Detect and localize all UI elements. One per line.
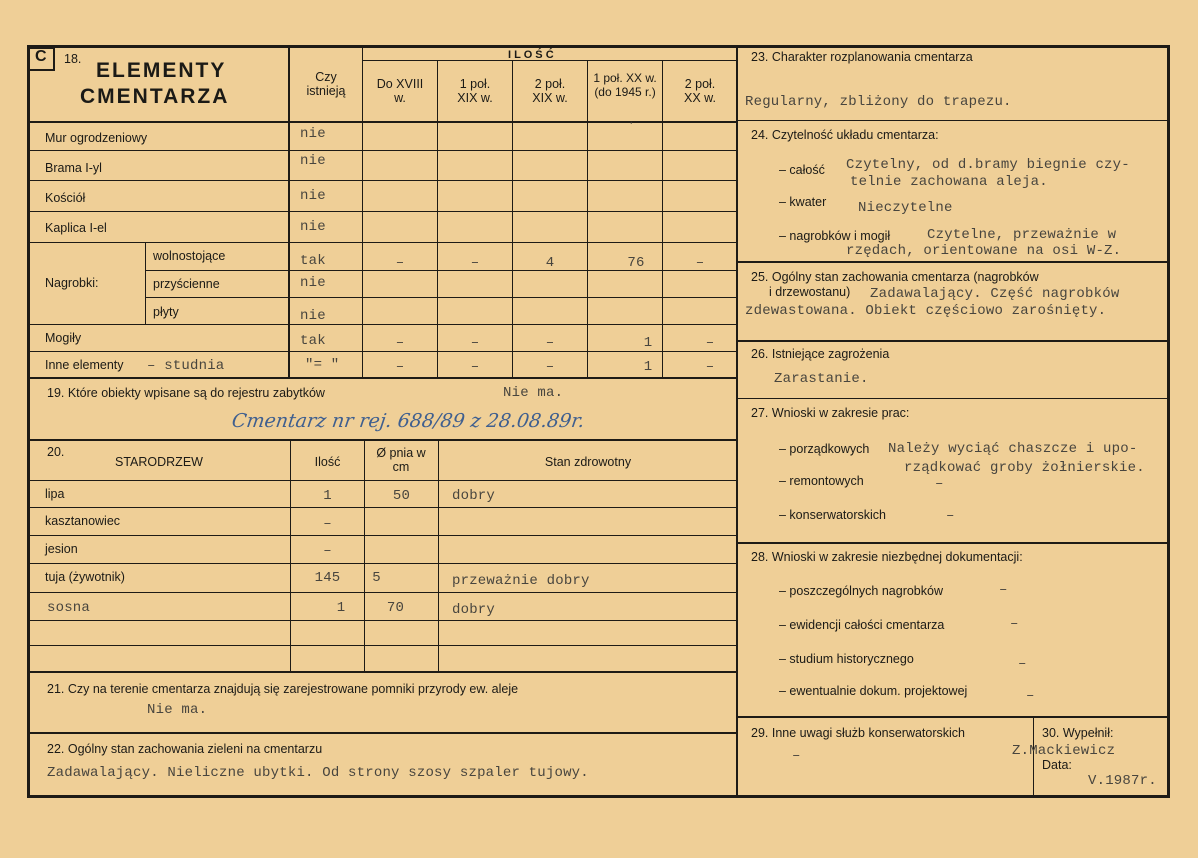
remontowych-label: – remontowych (779, 474, 864, 488)
doc-item-label-3: – ewentualnie dokum. projektowej (779, 684, 968, 698)
tree-diameter-4: 70 (386, 600, 405, 616)
mogily-period-3: 1 (643, 335, 653, 351)
tree-diameter-0: 50 (392, 488, 411, 504)
ilosc-header: I L O Ś Ć (508, 49, 554, 61)
starodrzew-header: STARODRZEW (115, 455, 203, 469)
q23-answer: Regularny, zbliżony do trapezu. (745, 94, 1012, 110)
exists-3: nie (300, 219, 326, 235)
q25-label-1: 25. Ogólny stan zachowania cmentarza (nagrobków (751, 270, 1039, 284)
row-label-inne: Inne elementy (45, 358, 124, 372)
doc-item-label-2: – studium historycznego (779, 652, 914, 666)
wolno-period-1: – (470, 255, 480, 271)
tree-name-0: lipa (45, 487, 65, 501)
inne-period-0: – (395, 359, 405, 375)
q30-label: 30. Wypełnił: (1042, 726, 1114, 740)
q23-label: 23. Charakter rozplanowania cmentarza (751, 50, 973, 64)
inne-period-1: – (470, 359, 480, 375)
period-header-3: 1 poł. XX w. (do 1945 r.) (593, 71, 657, 99)
doc-item-value-3: – (1026, 688, 1035, 704)
kwater-label: – kwater (779, 195, 827, 209)
row-label-mogily: Mogiły (45, 331, 82, 345)
q22-label: 22. Ogólny stan zachowania zieleni na cmentarzu (47, 742, 323, 756)
q21-label: 21. Czy na terenie cmentarza znajdują się zarejestrowane pomniki przyrody ew. aleje (47, 682, 519, 696)
inne-period-2: – (545, 359, 555, 375)
tree-name-4: sosna (47, 600, 91, 616)
section-letter: C (35, 48, 47, 65)
q26-label: 26. Istniejące zagrożenia (751, 347, 890, 361)
q22-answer: Zadawalający. Nieliczne ubytki. Od strony szosy szpaler tujowy. (47, 765, 589, 781)
nagrobki-answer-2: rzędach, orientowane na osi W-Z. (846, 243, 1122, 259)
tree-name-3: tuja (żywotnik) (45, 570, 125, 584)
period-header-1: 1 poł. XIX w. (457, 77, 493, 105)
q28-label: 28. Wnioski w zakresie niezbędnej dokumentacji: (751, 550, 1023, 564)
wolno-period-3: 76 (627, 255, 645, 271)
calosc-label: – całość (779, 163, 825, 177)
doc-item-value-2: – (1018, 656, 1027, 672)
mogily-period-4: – (705, 335, 715, 351)
inne-period-4: – (705, 359, 715, 375)
stan-col-header: Stan zdrowotny (544, 455, 632, 469)
doc-item-label-1: – ewidencji całości cmentarza (779, 618, 945, 632)
porzadkowych-answer-2: rządkować groby żołnierskie. (904, 460, 1145, 476)
q25-answer-1: Zadawalający. Część nagrobków (870, 286, 1120, 302)
mogily-period-1: – (470, 335, 480, 351)
nagrobki-label: Nagrobki: (45, 276, 99, 290)
row-label-wolnostojace: wolnostojące (153, 249, 226, 263)
doc-item-label-0: – poszczególnych nagrobków (779, 584, 943, 598)
q19-handwritten: Cmentarz nr rej. 688/89 z 28.08.89r. (230, 410, 586, 432)
q25-label-2: i drzewostanu) (769, 285, 851, 299)
q30-name: Z.Mackiewicz (1012, 743, 1116, 759)
row-label-mur: Mur ogrodzeniowy (45, 131, 148, 145)
q24-label: 24. Czytelność układu cmentarza: (751, 128, 939, 142)
tree-name-1: kasztanowiec (45, 514, 121, 528)
elements-title-line1: ELEMENTY (96, 59, 227, 82)
q20-number: 20. (47, 445, 65, 459)
exists-6: nie (300, 308, 326, 324)
exists-1: nie (300, 153, 326, 169)
period-header-2: 2 poł. XIX w. (532, 77, 568, 105)
tree-diameter-3: 5 (372, 570, 381, 586)
tree-health-3: przeważnie dobry (452, 573, 590, 589)
row-label-kosciol: Kościół (45, 191, 86, 205)
q19-answer: Nie ma. (503, 385, 564, 401)
ilosc-col-header: Ilość (314, 455, 341, 469)
row-label-kaplica: Kaplica I-el (45, 221, 107, 235)
mogily-period-0: – (395, 335, 405, 351)
elements-title-line2: CMENTARZA (80, 85, 230, 108)
q29-value: – (792, 748, 801, 764)
tree-count-2: – (323, 543, 332, 559)
period-header-4: 2 poł. XX w. (684, 77, 716, 105)
row-label-przyscienne: przyścienne (153, 277, 220, 291)
wolno-period-0: – (395, 255, 405, 271)
tree-count-0: 1 (323, 488, 332, 504)
q21-answer: Nie ma. (147, 702, 208, 718)
exists-0: nie (300, 126, 326, 142)
q25-answer-2: zdewastowana. Obiekt częściowo zarośnięty. (745, 303, 1107, 319)
q27-label: 27. Wnioski w zakresie prac: (751, 406, 910, 420)
konserwatorskich-label: – konserwatorskich (779, 508, 886, 522)
tree-health-0: dobry (452, 488, 496, 504)
inne-period-3: 1 (643, 359, 653, 375)
tree-count-4: 1 (336, 600, 346, 616)
wolno-period-4: – (695, 255, 705, 271)
remontowych-answer: – (935, 476, 944, 492)
exists-4: tak (300, 253, 326, 269)
mur-period-3: ˈ (627, 121, 636, 137)
row-label-plyty: płyty (153, 305, 179, 319)
q30-date: V.1987r. (1088, 773, 1157, 789)
row-label-brama: Brama I-yl (45, 161, 102, 175)
doc-item-value-1: – (1010, 616, 1019, 632)
czy-istnieja-header: Czy istnieją (306, 70, 346, 98)
tree-count-3: 145 (314, 570, 341, 586)
wolno-period-2: 4 (545, 255, 555, 271)
tree-name-2: jesion (45, 542, 78, 556)
tree-count-1: – (323, 516, 332, 532)
nagrobki-mogil-label: – nagrobków i mogił (779, 229, 891, 243)
period-header-0: Do XVIII w. (376, 77, 424, 105)
nagrobki-answer-1: Czytelne, przeważnie w (927, 227, 1117, 243)
section-number: 18. (64, 52, 82, 66)
exists-5: nie (300, 275, 326, 291)
q19-label: 19. Które obiekty wpisane są do rejestru zabytków (47, 386, 325, 400)
exists-7: tak (300, 333, 326, 349)
porzadkowych-answer-1: Należy wyciąć chaszcze i upo- (888, 441, 1138, 457)
exists-8: "= " (305, 357, 340, 373)
q26-answer: Zarastanie. (774, 371, 869, 387)
konserwatorskich-answer: – (946, 508, 955, 524)
q29-label: 29. Inne uwagi służb konserwatorskich (751, 726, 966, 740)
porzadkowych-label: – porządkowych (779, 442, 870, 456)
inne-typed: – studnia (147, 358, 225, 374)
exists-2: nie (300, 188, 326, 204)
calosc-answer-1: Czytelny, od d.bramy biegnie czy- (846, 157, 1130, 173)
pnia-col-header: Ø pnia w cm (376, 446, 426, 474)
kwater-answer: Nieczytelne (858, 200, 953, 216)
mogily-period-2: – (545, 335, 555, 351)
doc-item-value-0: – (999, 582, 1008, 598)
calosc-answer-2: telnie zachowana aleja. (850, 174, 1048, 190)
q30-date-label: Data: (1042, 758, 1072, 772)
tree-health-4: dobry (452, 602, 496, 618)
